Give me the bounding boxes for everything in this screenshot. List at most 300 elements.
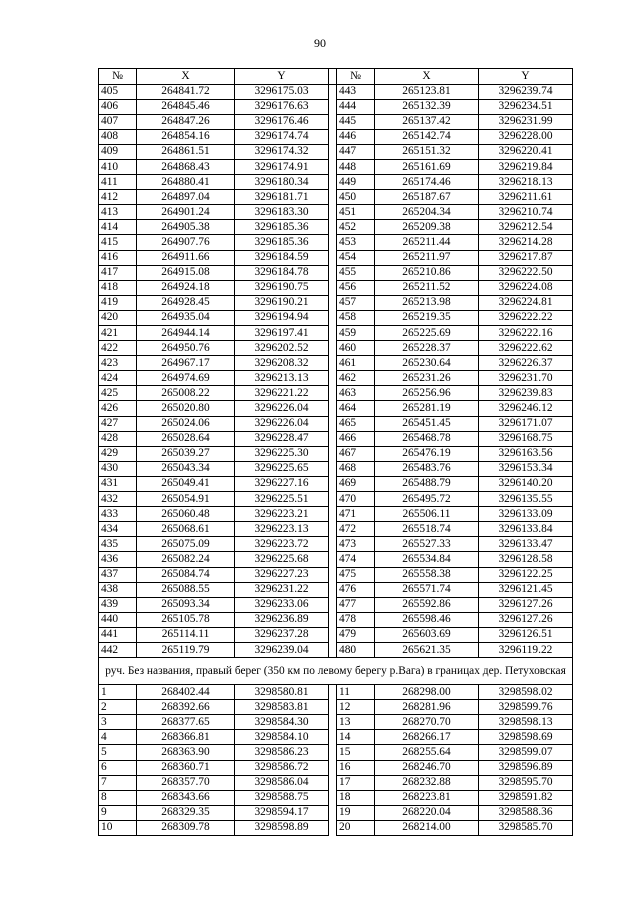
left-x-cell: 264880.41: [137, 175, 235, 190]
column-gap: [329, 805, 337, 820]
right-y-cell: 3296135.55: [479, 492, 573, 507]
right-x-cell: 265174.46: [375, 175, 479, 190]
right-x-cell: 265534.84: [375, 552, 479, 567]
right-y-cell: 3296234.51: [479, 99, 573, 114]
right-y-cell: 3296219.84: [479, 159, 573, 174]
section1-rows: [99, 84, 573, 658]
right-x-cell: 268232.88: [375, 775, 479, 790]
column-gap: [329, 446, 337, 461]
right-x-cell: 265256.96: [375, 386, 479, 401]
right-y-cell: 3298598.69: [479, 730, 573, 745]
table-row: [99, 715, 573, 730]
table-row: [99, 280, 573, 295]
left-num-cell: 420: [99, 310, 137, 325]
left-y-cell: 3296180.34: [235, 175, 329, 190]
left-num-cell: 433: [99, 507, 137, 522]
right-x-cell: 268281.96: [375, 700, 479, 715]
table-row: [99, 567, 573, 582]
right-num-cell: 463: [337, 386, 375, 401]
right-y-cell: 3296127.26: [479, 612, 573, 627]
table-row: [99, 416, 573, 431]
right-y-cell: 3296168.75: [479, 431, 573, 446]
left-x-cell: 265105.78: [137, 612, 235, 627]
left-num-cell: 414: [99, 220, 137, 235]
right-x-cell: 265621.35: [375, 642, 479, 657]
right-x-cell: 265571.74: [375, 582, 479, 597]
left-num-cell: 5: [99, 745, 137, 760]
left-num-cell: 411: [99, 175, 137, 190]
table-row: [99, 700, 573, 715]
left-num-cell: 6: [99, 760, 137, 775]
left-x-cell: 264901.24: [137, 205, 235, 220]
table-row: [99, 790, 573, 805]
right-y-cell: 3296153.34: [479, 461, 573, 476]
table-row: [99, 159, 573, 174]
column-gap: [329, 190, 337, 205]
right-x-cell: 265476.19: [375, 446, 479, 461]
table-row: [99, 446, 573, 461]
left-x-cell: 264907.76: [137, 235, 235, 250]
right-x-cell: 265451.45: [375, 416, 479, 431]
left-num-cell: 442: [99, 642, 137, 657]
left-num-cell: 436: [99, 552, 137, 567]
left-x-cell: 265043.34: [137, 461, 235, 476]
right-y-cell: 3296222.22: [479, 310, 573, 325]
right-y-cell: 3298596.89: [479, 760, 573, 775]
right-num-cell: 15: [337, 745, 375, 760]
right-num-cell: 17: [337, 775, 375, 790]
right-num-cell: 472: [337, 522, 375, 537]
left-num-cell: 429: [99, 446, 137, 461]
right-num-cell: 452: [337, 220, 375, 235]
table-row: [99, 431, 573, 446]
left-y-cell: 3296225.30: [235, 446, 329, 461]
table-row: [99, 760, 573, 775]
table-row: [99, 642, 573, 657]
left-y-cell: 3296194.94: [235, 310, 329, 325]
left-num-cell: 427: [99, 416, 137, 431]
right-x-cell: 265211.97: [375, 250, 479, 265]
right-y-cell: 3296222.50: [479, 265, 573, 280]
right-num-cell: 466: [337, 431, 375, 446]
right-num-cell: 447: [337, 144, 375, 159]
right-y-cell: 3298588.36: [479, 805, 573, 820]
table-row: [99, 235, 573, 250]
column-gap: [329, 114, 337, 129]
column-gap: [329, 280, 337, 295]
left-num-cell: 430: [99, 461, 137, 476]
right-y-cell: 3296121.45: [479, 582, 573, 597]
table-row: [99, 129, 573, 144]
right-y-cell: 3296226.37: [479, 356, 573, 371]
column-gap: [329, 69, 337, 85]
right-num-cell: 448: [337, 159, 375, 174]
right-y-cell: 3298585.70: [479, 820, 573, 835]
left-y-cell: 3296227.16: [235, 476, 329, 491]
left-y-cell: 3296223.72: [235, 537, 329, 552]
right-y-cell: 3296163.56: [479, 446, 573, 461]
right-num-cell: 470: [337, 492, 375, 507]
column-gap: [329, 175, 337, 190]
column-gap: [329, 386, 337, 401]
left-x-cell: 264854.16: [137, 129, 235, 144]
table-row: [99, 476, 573, 491]
right-num-cell: 11: [337, 685, 375, 700]
right-num-cell: 480: [337, 642, 375, 657]
left-x-cell: 265093.34: [137, 597, 235, 612]
left-x-cell: 268363.90: [137, 745, 235, 760]
right-x-cell: 265228.37: [375, 341, 479, 356]
header-y-right: Y: [479, 69, 573, 85]
right-x-cell: 265468.78: [375, 431, 479, 446]
left-y-cell: 3296190.21: [235, 295, 329, 310]
left-x-cell: 265119.79: [137, 642, 235, 657]
right-x-cell: 265518.74: [375, 522, 479, 537]
left-y-cell: 3296183.30: [235, 205, 329, 220]
left-num-cell: 439: [99, 597, 137, 612]
left-x-cell: 268402.44: [137, 685, 235, 700]
right-x-cell: 265230.64: [375, 356, 479, 371]
right-x-cell: 268298.00: [375, 685, 479, 700]
column-gap: [329, 552, 337, 567]
right-y-cell: 3296239.83: [479, 386, 573, 401]
right-y-cell: 3296214.28: [479, 235, 573, 250]
column-gap: [329, 567, 337, 582]
right-num-cell: 453: [337, 235, 375, 250]
left-num-cell: 4: [99, 730, 137, 745]
column-gap: [329, 612, 337, 627]
left-num-cell: 2: [99, 700, 137, 715]
right-x-cell: 268270.70: [375, 715, 479, 730]
right-y-cell: 3296224.81: [479, 295, 573, 310]
right-y-cell: 3296171.07: [479, 416, 573, 431]
right-num-cell: 451: [337, 205, 375, 220]
right-y-cell: 3296222.16: [479, 326, 573, 341]
right-num-cell: 468: [337, 461, 375, 476]
left-x-cell: 265084.74: [137, 567, 235, 582]
right-y-cell: 3296122.25: [479, 567, 573, 582]
left-num-cell: 9: [99, 805, 137, 820]
left-x-cell: 268343.66: [137, 790, 235, 805]
column-gap: [329, 775, 337, 790]
right-x-cell: 268214.00: [375, 820, 479, 835]
left-num-cell: 432: [99, 492, 137, 507]
right-num-cell: 473: [337, 537, 375, 552]
left-x-cell: 264928.45: [137, 295, 235, 310]
right-y-cell: 3296140.20: [479, 476, 573, 491]
right-x-cell: 268255.64: [375, 745, 479, 760]
table-row: [99, 84, 573, 99]
right-x-cell: 265210.86: [375, 265, 479, 280]
table-row: [99, 730, 573, 745]
page-number: 90: [314, 36, 326, 50]
left-x-cell: 264911.66: [137, 250, 235, 265]
left-x-cell: 265060.48: [137, 507, 235, 522]
right-x-cell: 268220.04: [375, 805, 479, 820]
column-gap: [329, 326, 337, 341]
left-y-cell: 3296226.04: [235, 416, 329, 431]
left-y-cell: 3296185.36: [235, 235, 329, 250]
right-num-cell: 462: [337, 371, 375, 386]
right-num-cell: 471: [337, 507, 375, 522]
column-gap: [329, 522, 337, 537]
left-y-cell: 3298594.17: [235, 805, 329, 820]
right-num-cell: 13: [337, 715, 375, 730]
left-num-cell: 8: [99, 790, 137, 805]
table-row: [99, 371, 573, 386]
right-x-cell: 265603.69: [375, 627, 479, 642]
left-x-cell: 264905.38: [137, 220, 235, 235]
right-y-cell: 3298599.76: [479, 700, 573, 715]
left-x-cell: 265024.06: [137, 416, 235, 431]
left-num-cell: 434: [99, 522, 137, 537]
right-num-cell: 459: [337, 326, 375, 341]
right-x-cell: 265132.39: [375, 99, 479, 114]
left-y-cell: 3296208.32: [235, 356, 329, 371]
right-y-cell: 3296133.47: [479, 537, 573, 552]
table-row: [99, 295, 573, 310]
left-num-cell: 407: [99, 114, 137, 129]
right-num-cell: 476: [337, 582, 375, 597]
left-y-cell: 3296225.68: [235, 552, 329, 567]
left-y-cell: 3296185.36: [235, 220, 329, 235]
left-y-cell: 3296226.04: [235, 401, 329, 416]
right-num-cell: 477: [337, 597, 375, 612]
right-y-cell: 3296133.84: [479, 522, 573, 537]
left-num-cell: 1: [99, 685, 137, 700]
left-x-cell: 268360.71: [137, 760, 235, 775]
right-y-cell: 3296224.08: [479, 280, 573, 295]
table-row: [99, 582, 573, 597]
right-x-cell: 265211.52: [375, 280, 479, 295]
right-y-cell: 3298595.70: [479, 775, 573, 790]
left-x-cell: 264841.72: [137, 84, 235, 99]
right-y-cell: 3296119.22: [479, 642, 573, 657]
left-y-cell: 3298580.81: [235, 685, 329, 700]
column-gap: [329, 250, 337, 265]
left-x-cell: 268377.65: [137, 715, 235, 730]
left-num-cell: 416: [99, 250, 137, 265]
column-gap: [329, 492, 337, 507]
right-y-cell: 3296127.26: [479, 597, 573, 612]
left-num-cell: 3: [99, 715, 137, 730]
left-y-cell: 3296184.59: [235, 250, 329, 265]
table-row: [99, 745, 573, 760]
section-caption-row: [99, 658, 573, 685]
left-y-cell: 3296228.47: [235, 431, 329, 446]
right-num-cell: 457: [337, 295, 375, 310]
table-row: [99, 522, 573, 537]
right-num-cell: 20: [337, 820, 375, 835]
left-num-cell: 418: [99, 280, 137, 295]
right-num-cell: 450: [337, 190, 375, 205]
column-gap: [329, 341, 337, 356]
left-x-cell: 264915.08: [137, 265, 235, 280]
left-num-cell: 441: [99, 627, 137, 642]
right-x-cell: 265213.98: [375, 295, 479, 310]
column-gap: [329, 507, 337, 522]
table-row: [99, 612, 573, 627]
column-gap: [329, 265, 337, 280]
left-y-cell: 3298584.10: [235, 730, 329, 745]
right-y-cell: 3296217.87: [479, 250, 573, 265]
left-y-cell: 3296176.46: [235, 114, 329, 129]
left-x-cell: 265020.80: [137, 401, 235, 416]
right-x-cell: 265558.38: [375, 567, 479, 582]
right-num-cell: 445: [337, 114, 375, 129]
left-num-cell: 417: [99, 265, 137, 280]
left-x-cell: 268357.70: [137, 775, 235, 790]
table-row: [99, 220, 573, 235]
left-x-cell: 264974.69: [137, 371, 235, 386]
right-num-cell: 479: [337, 627, 375, 642]
left-num-cell: 437: [99, 567, 137, 582]
right-y-cell: 3296246.12: [479, 401, 573, 416]
right-y-cell: 3296126.51: [479, 627, 573, 642]
right-x-cell: 265495.72: [375, 492, 479, 507]
right-num-cell: 446: [337, 129, 375, 144]
right-y-cell: 3296228.00: [479, 129, 573, 144]
left-y-cell: 3296231.22: [235, 582, 329, 597]
right-x-cell: 265219.35: [375, 310, 479, 325]
right-x-cell: 265483.76: [375, 461, 479, 476]
left-y-cell: 3296181.71: [235, 190, 329, 205]
right-num-cell: 465: [337, 416, 375, 431]
column-gap: [329, 715, 337, 730]
right-num-cell: 16: [337, 760, 375, 775]
section-caption: руч. Без названия, правый берег (350 км по левому берегу р.Вага) в границах дер. Петуховская: [99, 658, 573, 685]
left-num-cell: 431: [99, 476, 137, 491]
right-x-cell: 265231.26: [375, 371, 479, 386]
right-x-cell: 268266.17: [375, 730, 479, 745]
table-row: [99, 492, 573, 507]
right-y-cell: 3298599.07: [479, 745, 573, 760]
right-x-cell: 265488.79: [375, 476, 479, 491]
left-x-cell: 265039.27: [137, 446, 235, 461]
left-y-cell: 3296174.91: [235, 159, 329, 174]
right-num-cell: 460: [337, 341, 375, 356]
column-gap: [329, 790, 337, 805]
left-y-cell: 3298588.75: [235, 790, 329, 805]
right-y-cell: 3296210.74: [479, 205, 573, 220]
left-x-cell: 268366.81: [137, 730, 235, 745]
left-x-cell: 265008.22: [137, 386, 235, 401]
column-gap: [329, 371, 337, 386]
table-row: [99, 114, 573, 129]
right-y-cell: 3298598.02: [479, 685, 573, 700]
table-row: [99, 627, 573, 642]
left-y-cell: 3296223.21: [235, 507, 329, 522]
column-gap: [329, 99, 337, 114]
right-x-cell: 268246.70: [375, 760, 479, 775]
left-y-cell: 3296223.13: [235, 522, 329, 537]
left-x-cell: 264967.17: [137, 356, 235, 371]
left-y-cell: 3296176.63: [235, 99, 329, 114]
column-gap: [329, 642, 337, 657]
right-x-cell: 265211.44: [375, 235, 479, 250]
table-row: [99, 775, 573, 790]
right-num-cell: 444: [337, 99, 375, 114]
header-num-right: №: [337, 69, 375, 85]
column-gap: [329, 205, 337, 220]
left-num-cell: 7: [99, 775, 137, 790]
left-x-cell: 265088.55: [137, 582, 235, 597]
left-x-cell: 264935.04: [137, 310, 235, 325]
header-num-left: №: [99, 69, 137, 85]
column-gap: [329, 685, 337, 700]
left-num-cell: 426: [99, 401, 137, 416]
left-num-cell: 440: [99, 612, 137, 627]
left-num-cell: 419: [99, 295, 137, 310]
column-gap: [329, 627, 337, 642]
right-x-cell: 265281.19: [375, 401, 479, 416]
column-gap: [329, 401, 337, 416]
left-y-cell: 3298583.81: [235, 700, 329, 715]
table-row: [99, 597, 573, 612]
right-x-cell: 265187.67: [375, 190, 479, 205]
table-row: [99, 190, 573, 205]
left-x-cell: 264861.51: [137, 144, 235, 159]
column-gap: [329, 820, 337, 835]
right-num-cell: 464: [337, 401, 375, 416]
left-x-cell: 265028.64: [137, 431, 235, 446]
table-row: [99, 175, 573, 190]
table-row: [99, 461, 573, 476]
right-x-cell: 265592.86: [375, 597, 479, 612]
left-x-cell: 264897.04: [137, 190, 235, 205]
column-gap: [329, 730, 337, 745]
column-gap: [329, 537, 337, 552]
right-y-cell: 3296239.74: [479, 84, 573, 99]
table-row: [99, 205, 573, 220]
column-gap: [329, 159, 337, 174]
right-x-cell: 265204.34: [375, 205, 479, 220]
left-x-cell: 264944.14: [137, 326, 235, 341]
left-num-cell: 406: [99, 99, 137, 114]
right-x-cell: 265123.81: [375, 84, 479, 99]
table-row: [99, 326, 573, 341]
right-num-cell: 474: [337, 552, 375, 567]
column-gap: [329, 144, 337, 159]
coordinates-table: [98, 68, 573, 836]
right-x-cell: 265209.38: [375, 220, 479, 235]
left-x-cell: 265068.61: [137, 522, 235, 537]
table-row: [99, 820, 573, 835]
left-x-cell: 268392.66: [137, 700, 235, 715]
left-num-cell: 435: [99, 537, 137, 552]
column-gap: [329, 416, 337, 431]
left-num-cell: 424: [99, 371, 137, 386]
left-y-cell: 3298598.89: [235, 820, 329, 835]
left-x-cell: 268329.35: [137, 805, 235, 820]
left-num-cell: 405: [99, 84, 137, 99]
right-x-cell: 265161.69: [375, 159, 479, 174]
right-num-cell: 475: [337, 567, 375, 582]
left-y-cell: 3296239.04: [235, 642, 329, 657]
right-y-cell: 3296231.70: [479, 371, 573, 386]
left-y-cell: 3296174.32: [235, 144, 329, 159]
right-x-cell: 265151.32: [375, 144, 479, 159]
left-y-cell: 3296202.52: [235, 341, 329, 356]
header-y-left: Y: [235, 69, 329, 85]
left-x-cell: 264868.43: [137, 159, 235, 174]
left-y-cell: 3298584.30: [235, 715, 329, 730]
column-gap: [329, 461, 337, 476]
left-x-cell: 264845.46: [137, 99, 235, 114]
right-num-cell: 478: [337, 612, 375, 627]
left-y-cell: 3296225.51: [235, 492, 329, 507]
left-y-cell: 3296184.78: [235, 265, 329, 280]
